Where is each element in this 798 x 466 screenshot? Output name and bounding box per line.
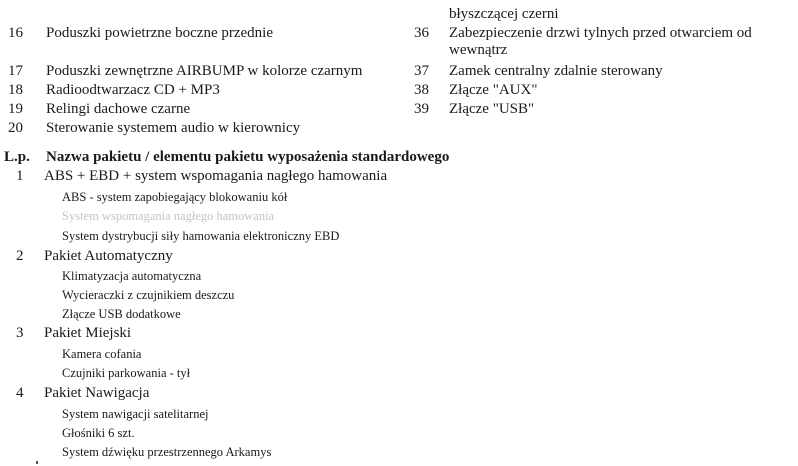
item-text: Poduszki powietrzne boczne przednie	[46, 25, 273, 41]
item-text: Zabezpieczenie drzwi tylnych przed otwarciem od	[449, 25, 752, 41]
package-number: 3	[16, 325, 24, 341]
package-element: Czujniki parkowania - tył	[62, 366, 191, 380]
package-name: Pakiet Nawigacja	[44, 385, 150, 401]
item-number: 18	[8, 82, 23, 98]
package-number: 4	[16, 385, 24, 401]
package-name: ABS + EBD + system wspomagania nagłego hamowania	[44, 168, 388, 184]
packages-table-header	[4, 148, 450, 166]
package-element: Wycieraczki z czujnikiem deszczu	[62, 288, 235, 302]
item-text: Relingi dachowe czarne	[46, 101, 191, 117]
package-element: Klimatyzacja automatyczna	[62, 269, 202, 283]
item-number: 36	[414, 25, 429, 41]
item-text: Złącze "USB"	[449, 101, 535, 117]
package-element: Złącze USB dodatkowe	[62, 307, 181, 321]
cut-off-row-left	[8, 0, 12, 3]
package-element-faded: System wspomagania nagłego hamowania	[62, 209, 275, 223]
package-element: ABS - system zapobiegający blokowaniu kół	[62, 190, 288, 204]
package-number: 2	[16, 248, 24, 264]
package-element: Kamera cofania	[62, 347, 142, 361]
package-element: Głośniki 6 szt.	[62, 426, 135, 440]
item-number: 17	[8, 63, 23, 79]
item-text: Zamek centralny zdalnie sterowany	[449, 63, 663, 79]
package-element: System dźwięku przestrzennego Arkamys	[62, 445, 272, 459]
package-number: 1	[16, 168, 24, 184]
right-prev-continuation: błyszczącej czerni	[449, 6, 559, 22]
package-element: System nawigacji satelitarnej	[62, 407, 209, 421]
item-text: Poduszki zewnętrzne AIRBUMP w kolorze czarnym	[46, 63, 363, 79]
item-text: Złącze "AUX"	[449, 82, 538, 98]
package-element: System dystrybucji siły hamowania elektroniczny EBD	[62, 229, 340, 243]
item-number: 16	[8, 25, 23, 41]
package-name: Pakiet Automatyczny	[44, 248, 173, 264]
item-text: Sterowanie systemem audio w kierownicy	[46, 120, 301, 136]
item-number: 37	[414, 63, 429, 79]
item-number: 19	[8, 101, 23, 117]
header-lp: L.p.	[4, 149, 30, 165]
item-number: 20	[8, 120, 23, 136]
item-text-continuation: wewnątrz	[449, 42, 508, 58]
item-text: Radioodtwarzacz CD + MP3	[46, 82, 220, 98]
item-number: 38	[414, 82, 429, 98]
item-number: 39	[414, 101, 429, 117]
cut-off-mark	[36, 461, 38, 464]
header-title: Nazwa pakietu / elementu pakietu wyposażenia standardowego	[46, 149, 450, 165]
package-name: Pakiet Miejski	[44, 325, 132, 341]
